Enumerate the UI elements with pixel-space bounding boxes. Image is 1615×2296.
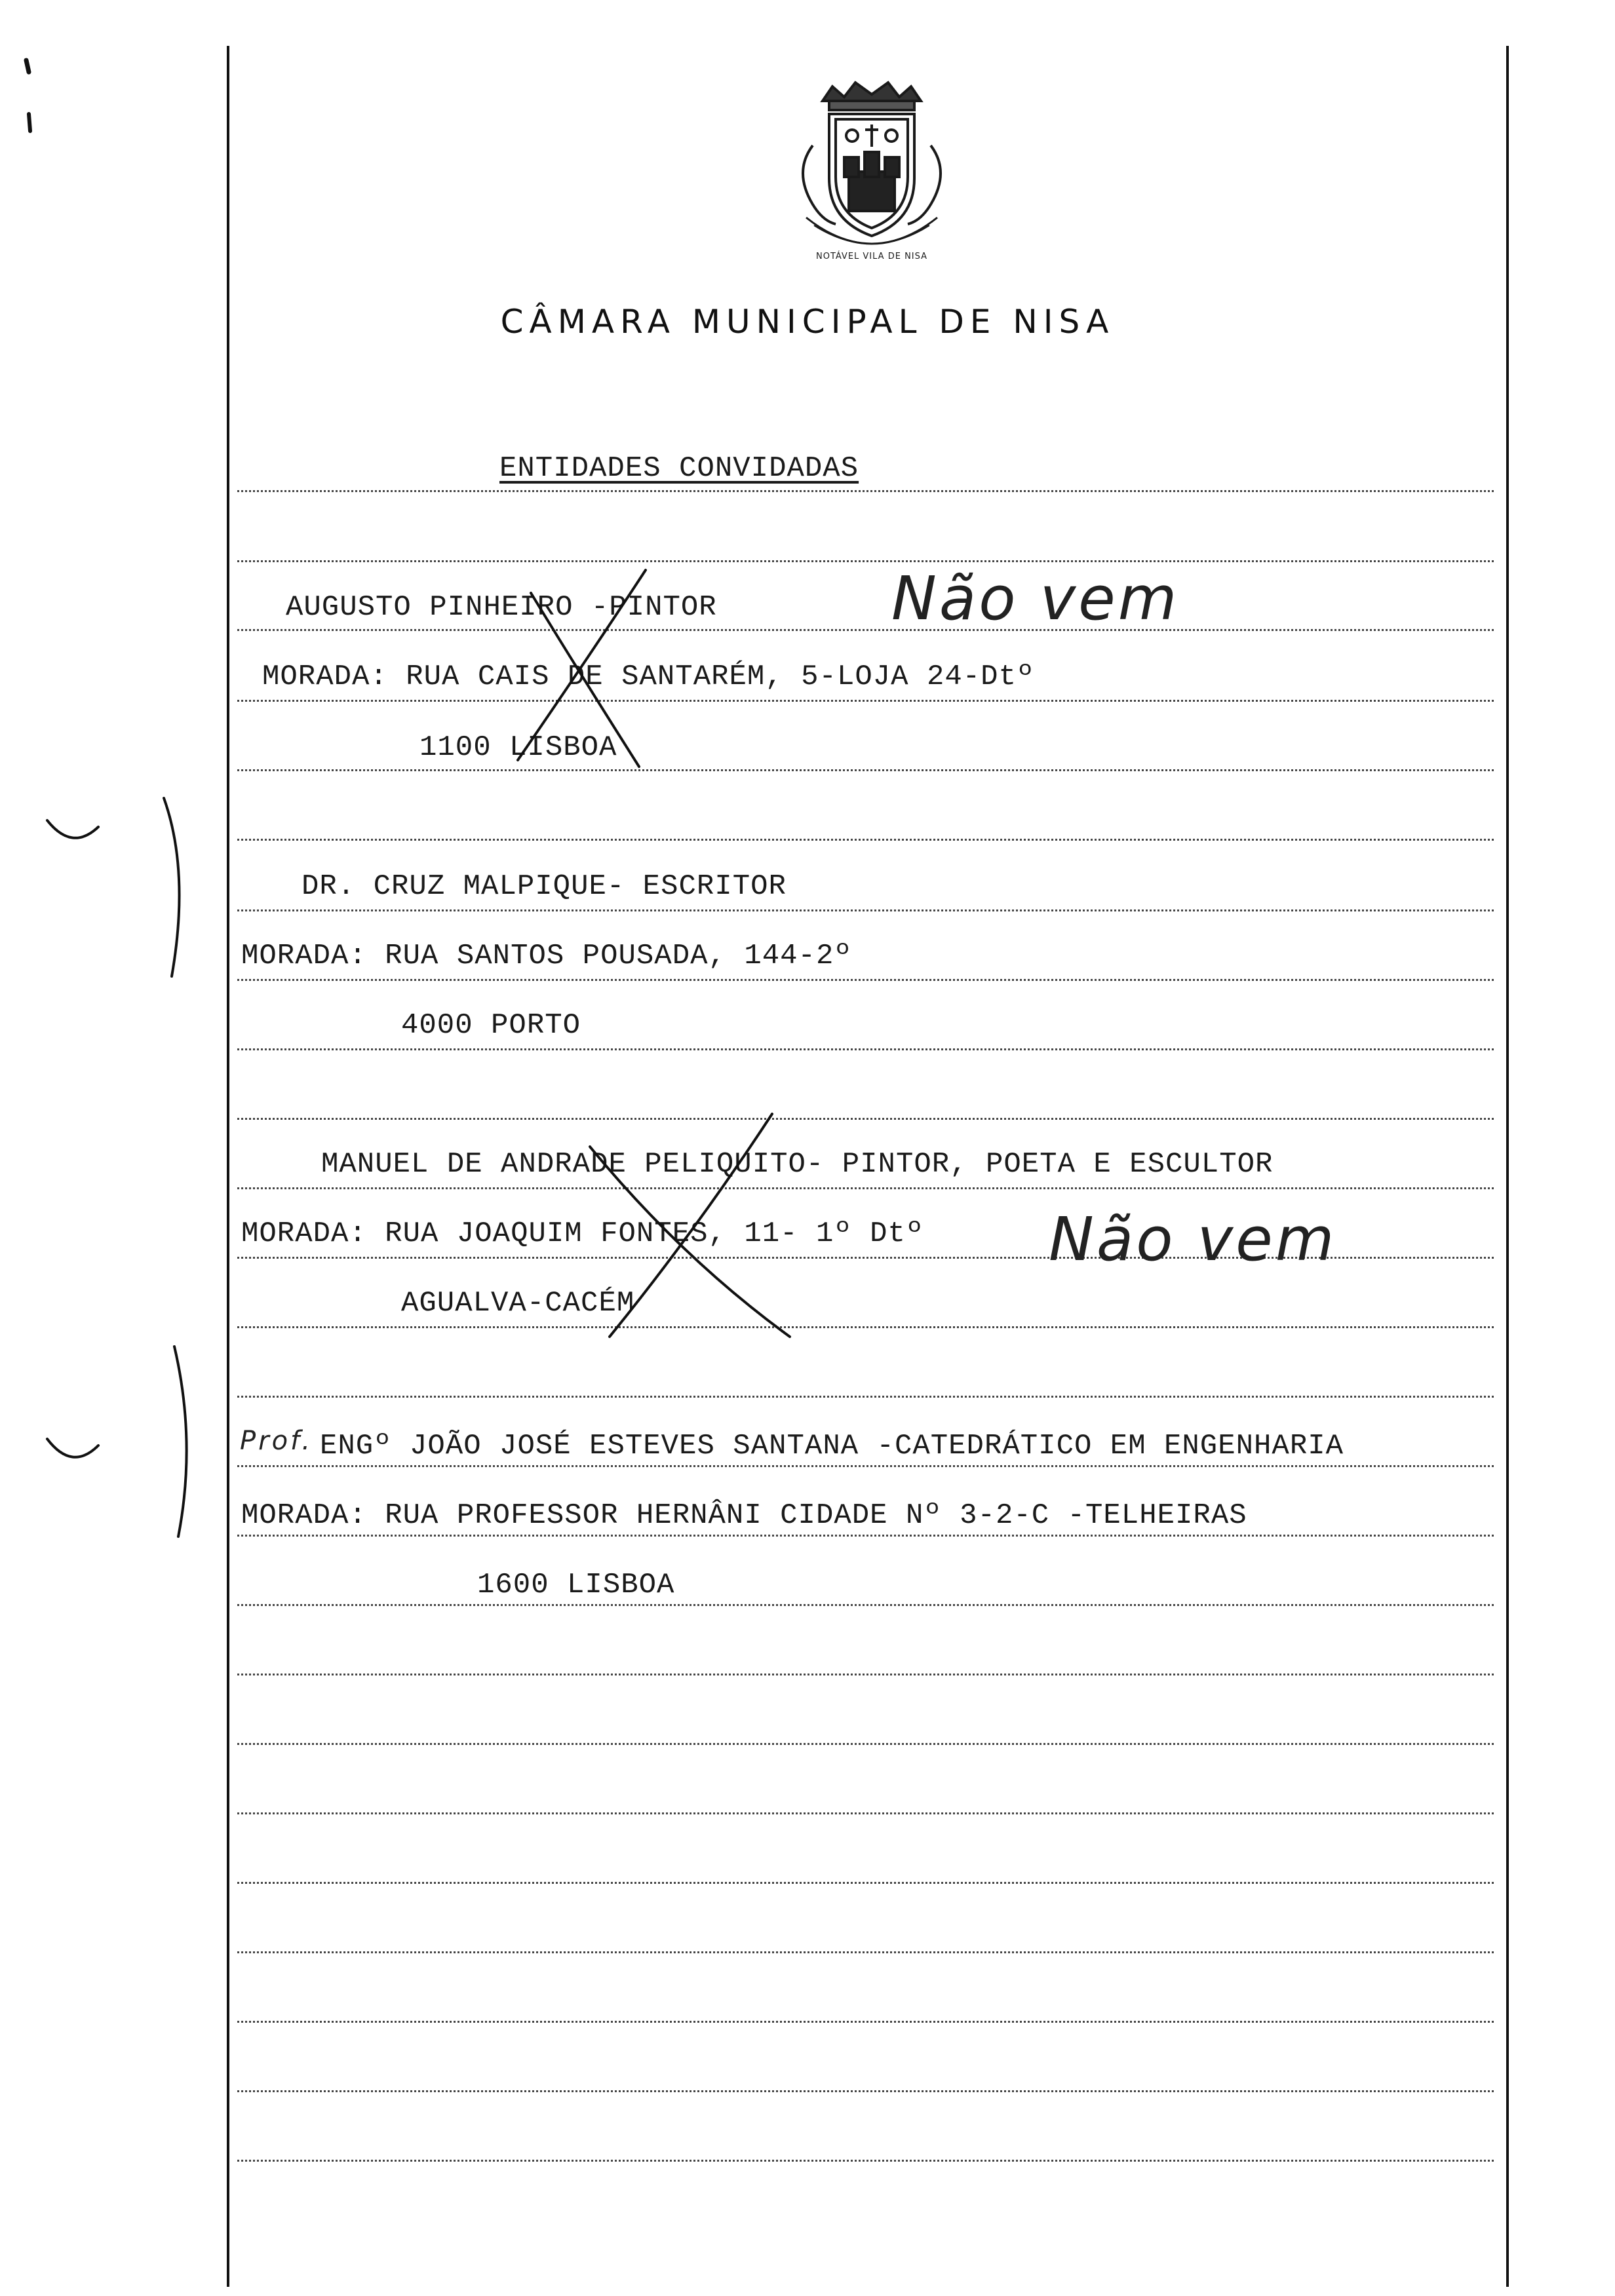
entry-3-annotation: Não vem: [1049, 1204, 1337, 1274]
entry-1-annotation: Não vem: [891, 564, 1180, 634]
entry-2-address: MORADA: RUA SANTOS POUSADA, 144-2º: [241, 940, 852, 972]
section-title: ENTIDADES CONVIDADAS: [499, 452, 859, 485]
entry-3-name: MANUEL DE ANDRADE PELIQUITO- PINTOR, POETA E ESCULTOR: [321, 1148, 1274, 1181]
entry-1-name: AUGUSTO PINHEIRO -PINTOR: [286, 591, 717, 624]
entry-2-city: 4000 PORTO: [401, 1009, 581, 1042]
entry-3-address: MORADA: RUA JOAQUIM FONTES, 11- 1º Dtº: [241, 1217, 924, 1250]
entry-2-name: DR. CRUZ MALPIQUE- ESCRITOR: [302, 870, 787, 903]
entry-4-address: MORADA: RUA PROFESSOR HERNÂNI CIDADE Nº 3-2-C -TELHEIRAS: [241, 1499, 1247, 1532]
entry-3-city: AGUALVA-CACÉM: [401, 1287, 635, 1320]
entry-1-city: 1100 LISBOA: [419, 731, 617, 764]
crest-motto: NOTÁVEL VILA DE NISA: [815, 252, 928, 261]
page-title: CÂMARA MUNICIPAL DE NISA: [500, 303, 1115, 341]
municipal-crest-logo: [767, 73, 977, 270]
entry-4-prefix: Prof.: [240, 1426, 313, 1456]
entry-4-city: 1600 LISBOA: [477, 1569, 675, 1601]
entry-1-address: MORADA: RUA CAIS DE SANTARÉM, 5-LOJA 24-Dtº: [262, 660, 1035, 693]
entry-4-name: ENGº JOÃO JOSÉ ESTEVES SANTANA -CATEDRÁTICO EM ENGENHARIA: [320, 1430, 1344, 1463]
